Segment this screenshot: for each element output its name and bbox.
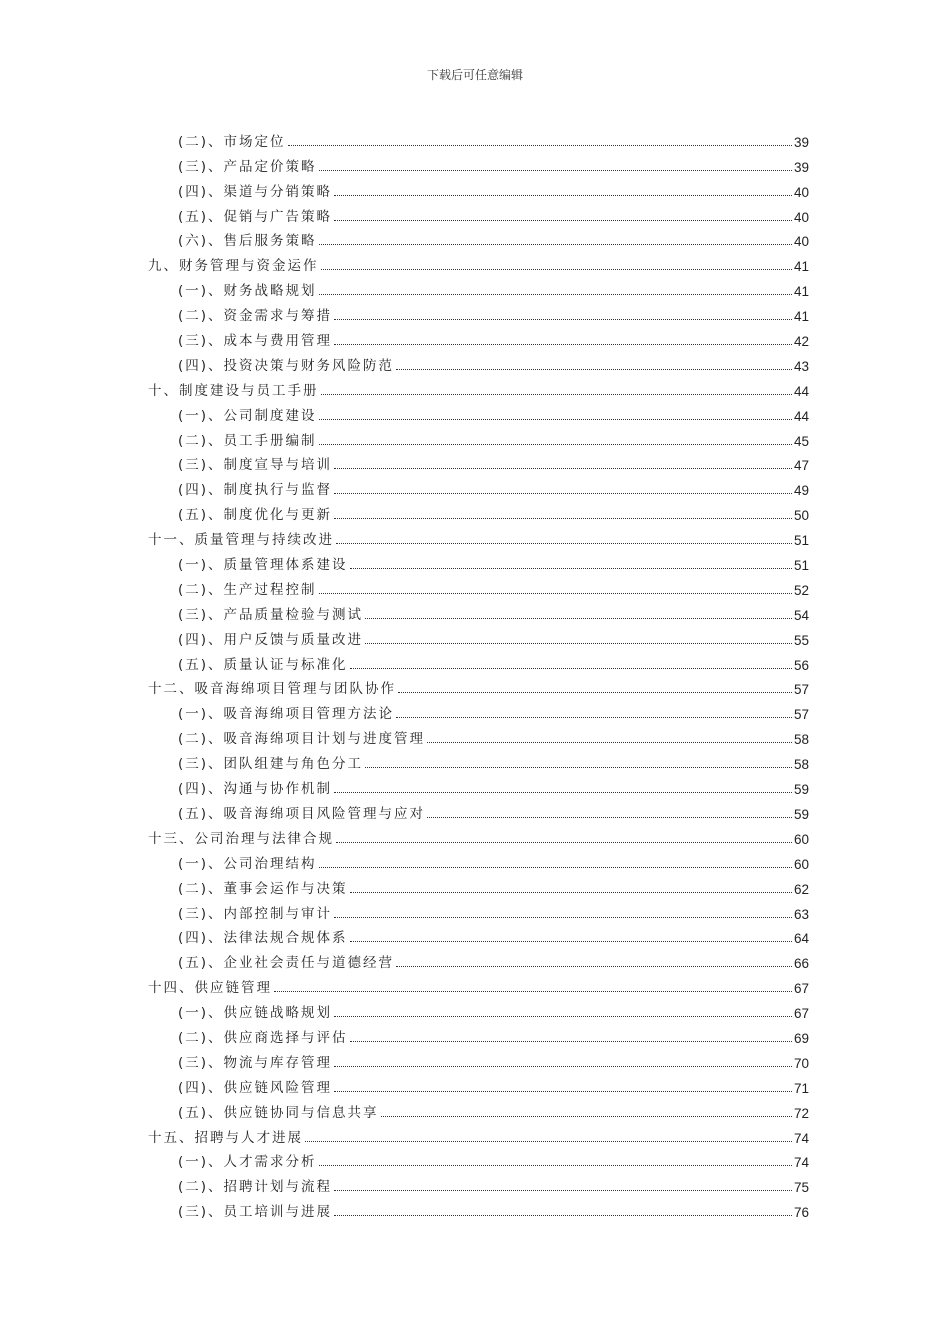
- toc-entry[interactable]: [148, 946, 809, 971]
- toc-dot-leader: [319, 294, 792, 295]
- toc-entry[interactable]: [148, 598, 809, 623]
- toc-dot-leader: [334, 917, 792, 918]
- toc-entry-title: (三)、内部控制与审计: [178, 905, 333, 922]
- toc-dot-leader: [365, 618, 792, 619]
- toc-entry-title: 十一、质量管理与持续改进: [148, 532, 334, 549]
- toc-entry-page: 41: [793, 284, 809, 300]
- toc-entry[interactable]: [148, 673, 809, 698]
- toc-entry-title: (四)、沟通与协作机制: [178, 781, 333, 798]
- toc-entry-page: 71: [793, 1080, 809, 1096]
- toc-entry[interactable]: [148, 150, 809, 175]
- toc-dot-leader: [336, 842, 792, 843]
- toc-entry-page: 55: [793, 632, 809, 648]
- toc-entry-title: (一)、人才需求分析: [178, 1154, 317, 1171]
- toc-entry-page: 69: [793, 1030, 809, 1046]
- toc-entry-title: 九、财务管理与资金运作: [148, 258, 319, 275]
- toc-entry-title: (一)、财务战略规划: [178, 283, 317, 300]
- toc-entry[interactable]: [148, 299, 809, 324]
- toc-dot-leader: [365, 643, 792, 644]
- toc-dot-leader: [396, 966, 792, 967]
- toc-entry[interactable]: [148, 274, 809, 299]
- toc-entry-page: 49: [793, 483, 809, 499]
- toc-entry-page: 51: [793, 558, 809, 574]
- toc-entry[interactable]: [148, 772, 809, 797]
- toc-dot-leader: [305, 1141, 792, 1142]
- toc-dot-leader: [288, 145, 792, 146]
- toc-dot-leader: [396, 717, 792, 718]
- toc-entry[interactable]: [148, 1071, 809, 1096]
- toc-entry[interactable]: [148, 1046, 809, 1071]
- toc-entry[interactable]: [148, 747, 809, 772]
- toc-dot-leader: [334, 1066, 792, 1067]
- toc-dot-leader: [319, 419, 792, 420]
- toc-entry-title: 十二、吸音海绵项目管理与团队协作: [148, 681, 396, 698]
- toc-entry[interactable]: [148, 1195, 809, 1220]
- toc-entry-title: (二)、招聘计划与流程: [178, 1179, 333, 1196]
- toc-entry-page: 42: [793, 334, 809, 350]
- toc-entry-title: (三)、员工培训与进展: [178, 1204, 333, 1221]
- toc-entry-title: 十、制度建设与员工手册: [148, 382, 319, 399]
- toc-entry-page: 66: [793, 956, 809, 972]
- toc-entry[interactable]: [148, 424, 809, 449]
- toc-entry[interactable]: [148, 200, 809, 225]
- toc-entry-page: 40: [793, 184, 809, 200]
- toc-entry-page: 60: [793, 831, 809, 847]
- toc-entry[interactable]: [148, 847, 809, 872]
- toc-entry-title: (四)、渠道与分销策略: [178, 183, 333, 200]
- toc-entry-page: 59: [793, 782, 809, 798]
- toc-entry-title: (五)、质量认证与标准化: [178, 656, 348, 673]
- toc-entry-page: 40: [793, 209, 809, 225]
- toc-entry-title: (四)、投资决策与财务风险防范: [178, 357, 395, 374]
- toc-entry-title: (四)、用户反馈与质量改进: [178, 631, 364, 648]
- toc-entry-title: (二)、供应商选择与评估: [178, 1029, 348, 1046]
- toc-entry[interactable]: [148, 797, 809, 822]
- toc-entry-title: (二)、员工手册编制: [178, 432, 317, 449]
- toc-entry[interactable]: [148, 473, 809, 498]
- toc-dot-leader: [319, 1165, 792, 1166]
- toc-entry[interactable]: [148, 971, 809, 996]
- toc-dot-leader: [319, 867, 792, 868]
- toc-entry[interactable]: [148, 922, 809, 947]
- toc-entry-title: (五)、供应链协同与信息共享: [178, 1104, 379, 1121]
- toc-entry-title: (一)、公司制度建设: [178, 407, 317, 424]
- toc-entry-page: 72: [793, 1105, 809, 1121]
- toc-entry-page: 40: [793, 234, 809, 250]
- toc-entry[interactable]: [148, 498, 809, 523]
- toc-dot-leader: [274, 991, 792, 992]
- toc-entry-title: (一)、质量管理体系建设: [178, 557, 348, 574]
- toc-entry-title: (三)、产品定价策略: [178, 158, 317, 175]
- toc-entry-title: (五)、企业社会责任与道德经营: [178, 955, 395, 972]
- toc-entry[interactable]: [148, 449, 809, 474]
- toc-entry[interactable]: [148, 324, 809, 349]
- toc-entry-title: (一)、供应链战略规划: [178, 1005, 333, 1022]
- toc-dot-leader: [398, 692, 792, 693]
- toc-entry-page: 67: [793, 981, 809, 997]
- toc-entry-title: (二)、董事会运作与决策: [178, 880, 348, 897]
- toc-dot-leader: [319, 593, 792, 594]
- toc-entry-title: (三)、成本与费用管理: [178, 333, 333, 350]
- toc-dot-leader: [334, 1091, 792, 1092]
- toc-entry[interactable]: [148, 175, 809, 200]
- toc-entry[interactable]: [148, 1146, 809, 1171]
- toc-dot-leader: [350, 941, 792, 942]
- toc-entry-page: 39: [793, 134, 809, 150]
- toc-entry-title: (六)、售后服务策略: [178, 233, 317, 250]
- toc-dot-leader: [334, 319, 792, 320]
- toc-entry[interactable]: [148, 822, 809, 847]
- toc-entry-title: (四)、法律法规合规体系: [178, 930, 348, 947]
- toc-entry[interactable]: [148, 249, 809, 274]
- toc-dot-leader: [365, 767, 792, 768]
- toc-entry-title: 十四、供应链管理: [148, 980, 272, 997]
- toc-entry-page: 39: [793, 159, 809, 175]
- toc-entry-page: 56: [793, 657, 809, 673]
- toc-dot-leader: [334, 1190, 792, 1191]
- toc-entry-page: 54: [793, 607, 809, 623]
- toc-entry[interactable]: [148, 225, 809, 250]
- toc-entry-page: 51: [793, 533, 809, 549]
- toc-dot-leader: [350, 892, 792, 893]
- toc-dot-leader: [396, 369, 792, 370]
- toc-entry-title: (五)、促销与广告策略: [178, 208, 333, 225]
- toc-entry-page: 62: [793, 881, 809, 897]
- toc-entry[interactable]: [148, 996, 809, 1021]
- toc-entry[interactable]: [148, 1021, 809, 1046]
- toc-entry-title: (二)、生产过程控制: [178, 581, 317, 598]
- toc-entry[interactable]: [148, 349, 809, 374]
- toc-entry-page: 67: [793, 1006, 809, 1022]
- toc-entry-title: (四)、供应链风险管理: [178, 1079, 333, 1096]
- toc-entry-page: 57: [793, 707, 809, 723]
- toc-dot-leader: [427, 742, 792, 743]
- toc-dot-leader: [334, 1215, 792, 1216]
- toc-entry-title: (三)、制度宣导与培训: [178, 457, 333, 474]
- toc-entry[interactable]: [148, 548, 809, 573]
- toc-entry-page: 58: [793, 757, 809, 773]
- toc-entry-title: (四)、制度执行与监督: [178, 482, 333, 499]
- toc-dot-leader: [319, 444, 792, 445]
- toc-entry-page: 43: [793, 358, 809, 374]
- toc-entry-page: 74: [793, 1155, 809, 1171]
- toc-entry-title: (一)、吸音海绵项目管理方法论: [178, 706, 395, 723]
- toc-dot-leader: [336, 543, 792, 544]
- toc-dot-leader: [350, 568, 792, 569]
- toc-dot-leader: [321, 269, 792, 270]
- toc-entry-page: 74: [793, 1130, 809, 1146]
- toc-entry-title: (一)、公司治理结构: [178, 855, 317, 872]
- toc-dot-leader: [319, 244, 792, 245]
- toc-entry-page: 41: [793, 259, 809, 275]
- toc-dot-leader: [334, 220, 792, 221]
- toc-entry-title: (五)、吸音海绵项目风险管理与应对: [178, 805, 426, 822]
- toc-entry-title: (五)、制度优化与更新: [178, 507, 333, 524]
- toc-entry[interactable]: [148, 125, 809, 150]
- toc-entry[interactable]: [148, 573, 809, 598]
- toc-entry-page: 44: [793, 383, 809, 399]
- toc-entry-page: 76: [793, 1205, 809, 1221]
- toc-dot-leader: [334, 195, 792, 196]
- toc-dot-leader: [427, 817, 792, 818]
- toc-dot-leader: [334, 518, 792, 519]
- toc-entry[interactable]: [148, 722, 809, 747]
- toc-entry[interactable]: [148, 872, 809, 897]
- toc-dot-leader: [334, 468, 792, 469]
- toc-entry[interactable]: [148, 1170, 809, 1195]
- toc-entry-page: 52: [793, 582, 809, 598]
- toc-entry[interactable]: [148, 1121, 809, 1146]
- toc-entry-title: (二)、资金需求与筹措: [178, 308, 333, 325]
- page-header: 下载后可任意编辑: [426, 68, 523, 82]
- toc-entry-page: 63: [793, 906, 809, 922]
- toc-entry[interactable]: [148, 523, 809, 548]
- toc-entry[interactable]: [148, 648, 809, 673]
- toc-dot-leader: [350, 668, 792, 669]
- toc-entry[interactable]: [148, 1096, 809, 1121]
- toc-entry[interactable]: [148, 623, 809, 648]
- toc-entry-page: 50: [793, 508, 809, 524]
- toc-dot-leader: [350, 1041, 792, 1042]
- toc-entry-page: 60: [793, 856, 809, 872]
- toc-entry-title: 十五、招聘与人才进展: [148, 1129, 303, 1146]
- toc-entry-title: (二)、吸音海绵项目计划与进度管理: [178, 731, 426, 748]
- toc-entry-page: 57: [793, 682, 809, 698]
- toc-entry-title: (二)、市场定位: [178, 133, 286, 150]
- toc-entry-page: 41: [793, 309, 809, 325]
- table-of-contents: [148, 125, 809, 1220]
- toc-dot-leader: [334, 792, 792, 793]
- toc-entry-title: (三)、团队组建与角色分工: [178, 756, 364, 773]
- toc-entry-title: (三)、物流与库存管理: [178, 1054, 333, 1071]
- toc-entry[interactable]: [148, 374, 809, 399]
- toc-dot-leader: [381, 1116, 792, 1117]
- toc-entry-page: 70: [793, 1055, 809, 1071]
- toc-dot-leader: [334, 344, 792, 345]
- toc-entry-page: 75: [793, 1180, 809, 1196]
- toc-entry-title: 十三、公司治理与法律合规: [148, 830, 334, 847]
- toc-dot-leader: [319, 170, 792, 171]
- toc-entry-page: 58: [793, 732, 809, 748]
- toc-dot-leader: [334, 493, 792, 494]
- toc-entry-page: 59: [793, 806, 809, 822]
- toc-entry[interactable]: [148, 697, 809, 722]
- toc-entry-page: 44: [793, 408, 809, 424]
- toc-dot-leader: [321, 394, 792, 395]
- toc-entry-page: 47: [793, 458, 809, 474]
- toc-entry-page: 64: [793, 931, 809, 947]
- toc-entry-page: 45: [793, 433, 809, 449]
- toc-entry[interactable]: [148, 399, 809, 424]
- toc-entry-title: (三)、产品质量检验与测试: [178, 606, 364, 623]
- toc-entry[interactable]: [148, 897, 809, 922]
- toc-dot-leader: [334, 1016, 792, 1017]
